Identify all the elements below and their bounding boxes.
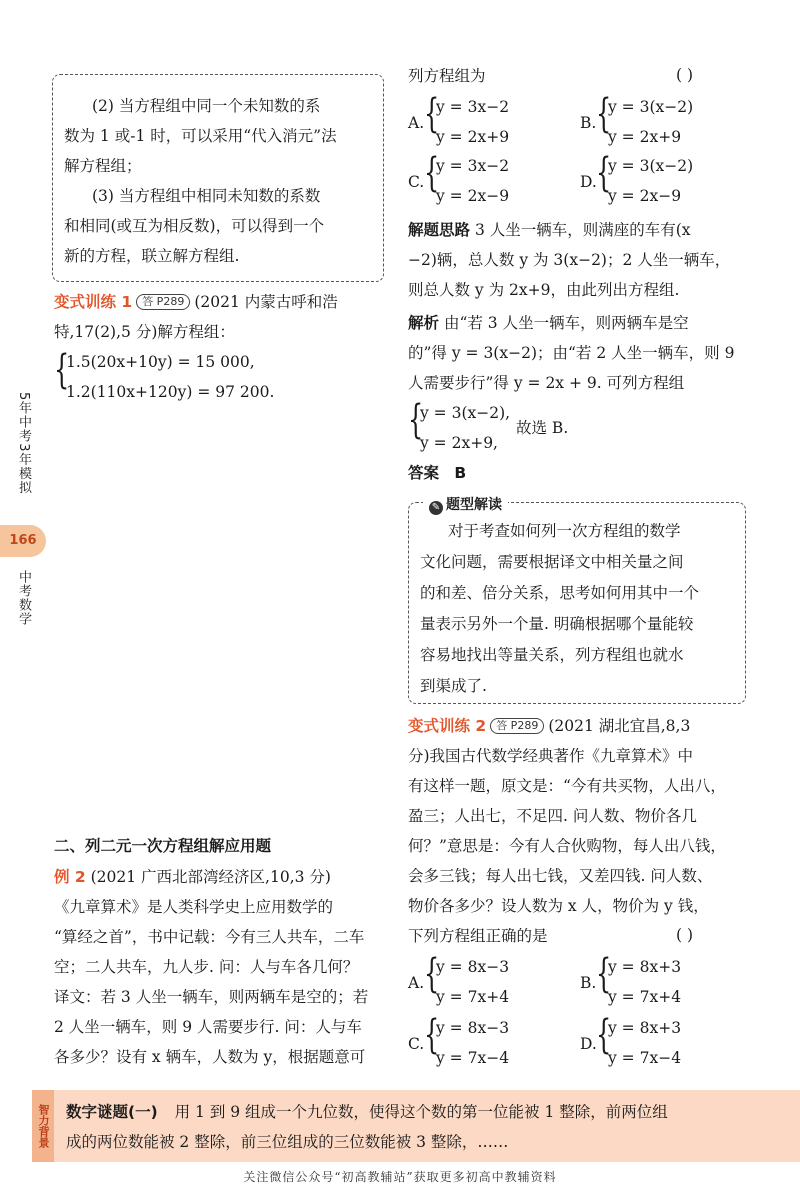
brace-symbol: { bbox=[424, 1012, 440, 1058]
equation: y = 2x+9 bbox=[608, 128, 682, 146]
variant-training-1-label: 变式训练 1 bbox=[54, 293, 133, 311]
equation: y = 8x+3 bbox=[608, 1019, 682, 1037]
variant-1-text: 特,17(2),5 分)解方程组： bbox=[54, 323, 235, 341]
equation-system-1 bbox=[54, 347, 374, 401]
equation: y = 3(x−2) bbox=[608, 157, 694, 175]
equation: y = 7x+4 bbox=[436, 988, 510, 1006]
method-line: (2) 当方程组中同一个未知数的系 bbox=[92, 97, 321, 115]
method-line: (3) 当方程组中相同未知数的系数 bbox=[92, 187, 321, 205]
solution-idea bbox=[408, 220, 691, 240]
equation: y = 2x+9, bbox=[420, 434, 498, 452]
footer-puzzle-title: 数字谜题(一) bbox=[66, 1103, 158, 1121]
example-2-line: 《九章算术》是人类科学史上应用数学的 bbox=[54, 898, 334, 916]
example-2-line: 空；二人共车，九人步. 问：人与车各几何？ bbox=[54, 958, 359, 976]
option-d-letter: D. bbox=[580, 173, 597, 191]
answer-parens: ( ) bbox=[676, 926, 694, 944]
answer-value: B bbox=[454, 464, 467, 482]
example-2-line: 译文：若 3 人坐一辆车，则两辆车是空的；若 bbox=[54, 988, 369, 1006]
method-line: 新的方程，联立解方程组. bbox=[64, 247, 240, 265]
analysis bbox=[408, 313, 689, 333]
example-2-line: “算经之首”，书中记载：今有三人共车，二车 bbox=[54, 928, 365, 946]
example-2-line bbox=[54, 867, 331, 887]
footer-puzzle-text: 成的两位数能被 2 整除，前三位组成的三位数能被 3 整除，…… bbox=[66, 1133, 509, 1151]
analysis-text: 的”得 y = 3(x−2)；由“若 2 人坐一辆车，则 9 bbox=[408, 344, 735, 362]
method-line: 和相同(或互为相反数)，可以得到一个 bbox=[64, 217, 325, 235]
option-b-letter: B. bbox=[580, 114, 597, 132]
question-tail: 列方程组为 bbox=[408, 67, 486, 85]
solution-idea-text: −2)辆，总人数 y 为 3(x−2)；2 人坐一辆车， bbox=[408, 251, 731, 269]
page-number-badge: 166 bbox=[0, 525, 46, 557]
example-2-label: 例 2 bbox=[54, 868, 86, 886]
variant-2-text: 下列方程组正确的是 bbox=[408, 927, 548, 945]
subject-vertical: 中考数学 bbox=[16, 570, 31, 626]
brace-symbol: { bbox=[596, 1012, 612, 1058]
tip-line: 到渠成了. bbox=[420, 677, 487, 695]
tip-line: 的和差、倍分关系，思考如何用其中一个 bbox=[420, 584, 700, 602]
equation: y = 2x+9 bbox=[436, 128, 510, 146]
tip-line: 对于考查如何列一次方程组的数学 bbox=[448, 522, 681, 540]
tip-header bbox=[423, 494, 508, 515]
variant-training-2-label: 变式训练 2 bbox=[408, 717, 487, 735]
variant-training-2 bbox=[408, 716, 690, 736]
pen-icon: ✎ bbox=[429, 501, 443, 515]
option-a-letter: A. bbox=[408, 974, 425, 992]
brace-symbol: { bbox=[54, 347, 70, 393]
equation: y = 7x+4 bbox=[608, 988, 682, 1006]
tip-title: 题型解读 bbox=[446, 497, 502, 513]
variant-2-text: 有这样一题，原文是：“今有共买物，人出八， bbox=[408, 777, 726, 795]
section-title: 二、列二元一次方程组解应用题 bbox=[54, 837, 272, 855]
variant-2-text: 分)我国古代数学经典著作《九章算术》中 bbox=[408, 747, 694, 765]
tip-line: 容易地找出等量关系，列方程组也就水 bbox=[420, 646, 684, 664]
equation: y = 3(x−2) bbox=[608, 98, 694, 116]
footer-puzzle-line bbox=[66, 1102, 668, 1122]
variant-2-text: 物价各多少？设人数为 x 人，物价为 y 钱， bbox=[408, 897, 709, 915]
option-c-system bbox=[424, 150, 574, 209]
answer-parens: ( ) bbox=[676, 66, 694, 84]
equation: y = 2x−9 bbox=[608, 187, 682, 205]
example-2-source: (2021 广西北部湾经济区,10,3 分) bbox=[90, 868, 331, 886]
option-c-system bbox=[424, 1012, 574, 1071]
variant-1-source: (2021 内蒙古呼和浩 bbox=[194, 293, 338, 311]
brace-symbol: { bbox=[408, 397, 424, 443]
solution-idea-text: 3 人坐一辆车，则满座的车有(x bbox=[474, 221, 691, 239]
equation: 1.5(20x+10y) = 15 000, bbox=[66, 353, 255, 371]
tip-line: 文化问题，需要根据译文中相关量之间 bbox=[420, 553, 684, 571]
brace-symbol: { bbox=[596, 951, 612, 997]
book-title-vertical: 5年中考3年模拟 bbox=[16, 392, 31, 495]
equation: y = 3(x−2), bbox=[420, 404, 511, 422]
analysis-conclusion: 故选 B. bbox=[516, 419, 569, 437]
variant-2-source: (2021 湖北宜昌,8,3 bbox=[548, 717, 691, 735]
variant-training-1 bbox=[54, 292, 338, 312]
answer-ref-tag[interactable]: 答 P289 bbox=[136, 294, 190, 310]
equation: y = 3x−2 bbox=[436, 98, 510, 116]
variant-2-text: 何？”意思是：今有人合伙购物，每人出八钱， bbox=[408, 837, 726, 855]
equation: y = 2x−9 bbox=[436, 187, 510, 205]
option-b-system bbox=[596, 951, 746, 1010]
option-c-letter: C. bbox=[408, 173, 425, 191]
equation: 1.2(110x+120y) = 97 200. bbox=[66, 383, 275, 401]
option-a-letter: A. bbox=[408, 114, 425, 132]
option-d-letter: D. bbox=[580, 1035, 597, 1053]
equation: y = 3x−2 bbox=[436, 157, 510, 175]
equation: y = 8x+3 bbox=[608, 958, 682, 976]
footer-puzzle-text: 用 1 到 9 组成一个九位数，使得这个数的第一位能被 1 整除，前两位组 bbox=[174, 1103, 668, 1121]
brace-symbol: { bbox=[596, 150, 612, 196]
equation: y = 7x−4 bbox=[436, 1049, 510, 1067]
brace-symbol: { bbox=[424, 951, 440, 997]
option-b-system bbox=[596, 91, 746, 150]
brace-symbol: { bbox=[596, 91, 612, 137]
solution-idea-label: 解题思路 bbox=[408, 221, 471, 239]
analysis-text: 人需要步行”得 y = 2x + 9. 可列方程组 bbox=[408, 374, 685, 392]
method-line: 解方程组； bbox=[64, 157, 142, 175]
variant-2-text: 盈三；人出七，不足四. 问人数、物价各几 bbox=[408, 807, 697, 825]
equation: y = 7x−4 bbox=[608, 1049, 682, 1067]
analysis-label: 解析 bbox=[408, 314, 440, 332]
method-line: 数为 1 或-1 时，可以采用“代入消元”法 bbox=[64, 127, 337, 145]
option-b-letter: B. bbox=[580, 974, 597, 992]
option-a-system bbox=[424, 91, 574, 150]
option-d-system bbox=[596, 1012, 746, 1071]
option-c-letter: C. bbox=[408, 1035, 425, 1053]
example-2-line: 2 人坐一辆车，则 9 人需要步行. 问：人与车 bbox=[54, 1018, 362, 1036]
answer-label: 答案 bbox=[408, 464, 440, 482]
equation: y = 8x−3 bbox=[436, 1019, 510, 1037]
footer-side-label: 智力背景 bbox=[32, 1090, 54, 1162]
option-a-system bbox=[424, 951, 574, 1010]
option-d-system bbox=[596, 150, 746, 209]
answer bbox=[408, 463, 466, 483]
brace-symbol: { bbox=[424, 150, 440, 196]
example-2-line: 各多少？设有 x 辆车，人数为 y，根据题意可 bbox=[54, 1048, 366, 1066]
tip-line: 量表示另外一个量. 明确根据哪个量能较 bbox=[420, 615, 694, 633]
variant-2-text: 会多三钱；每人出七钱，又差四钱. 问人数、 bbox=[408, 867, 713, 885]
footer-watermark-note: 关注微信公众号“初高教辅站”获取更多初高中教辅资料 bbox=[243, 1170, 557, 1184]
brace-symbol: { bbox=[424, 91, 440, 137]
answer-ref-tag[interactable]: 答 P289 bbox=[490, 718, 544, 734]
analysis-text: 由“若 3 人坐一辆车，则两辆车是空 bbox=[443, 314, 689, 332]
solution-idea-text: 则总人数 y 为 2x+9，由此列出方程组. bbox=[408, 281, 680, 299]
equation: y = 8x−3 bbox=[436, 958, 510, 976]
